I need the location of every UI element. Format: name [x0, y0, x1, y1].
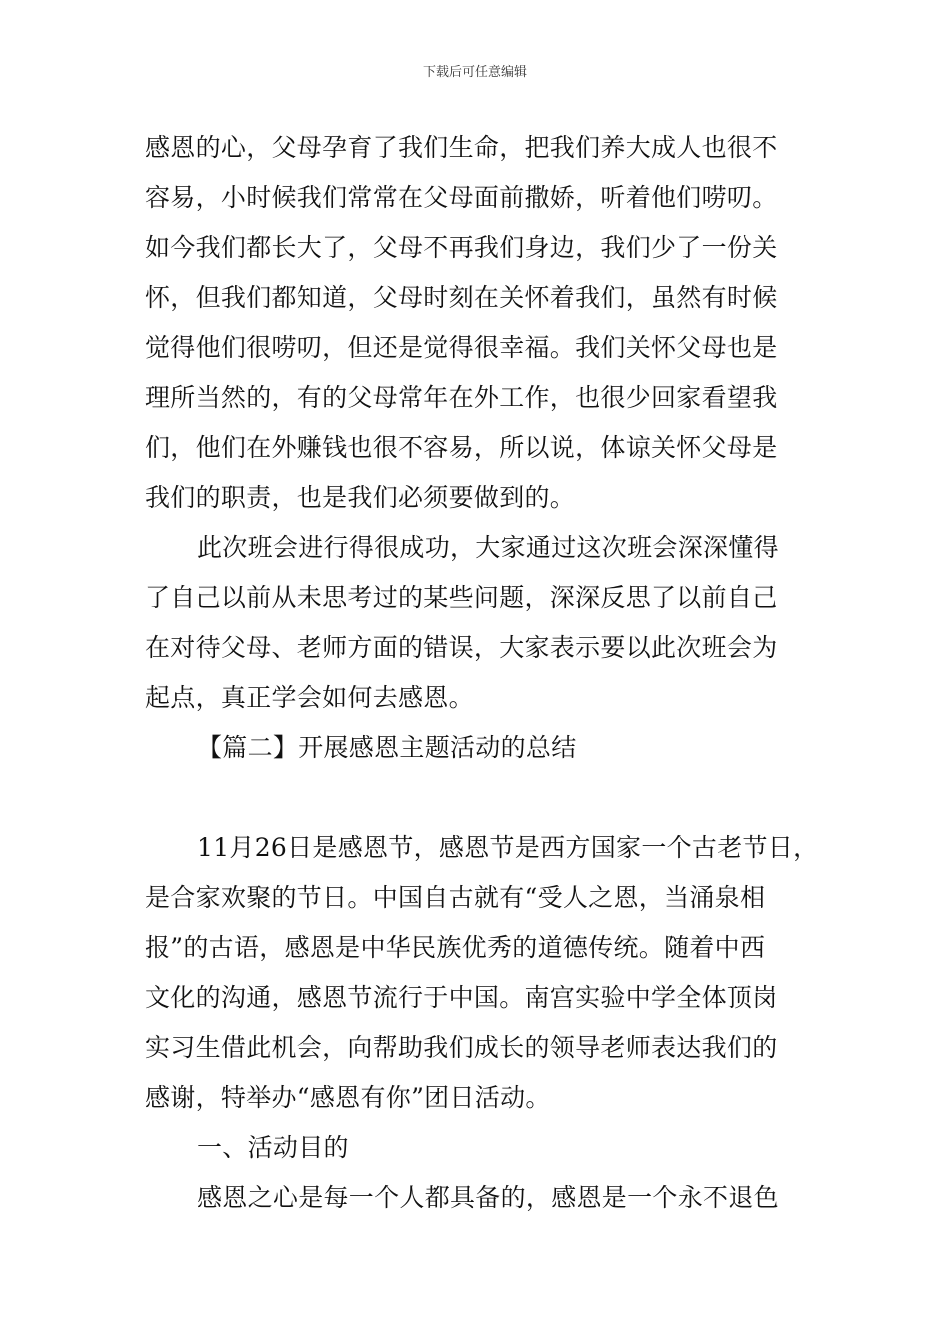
- text-line: 此次班会进行得很成功，大家通过这次班会深深懂得: [197, 533, 779, 562]
- text-line: 觉得他们很唠叨，但还是觉得很幸福。我们关怀父母也是: [145, 333, 778, 362]
- text-line: 起点，真正学会如何去感恩。: [145, 683, 474, 712]
- text-line: 实习生借此机会，向帮助我们成长的领导老师表达我们的: [145, 1033, 778, 1062]
- paragraph-parents-care: [145, 123, 815, 523]
- text-line: 感恩之心是每一个人都具备的，感恩是一个永不退色: [197, 1183, 779, 1212]
- text-line: 文化的沟通，感恩节流行于中国。南宫实验中学全体顶岗: [145, 983, 778, 1012]
- text-line: 怀，但我们都知道，父母时刻在关怀着我们，虽然有时候: [145, 283, 778, 312]
- document-body: [145, 123, 819, 1223]
- text-line: 们，他们在外赚钱也很不容易，所以说，体谅关怀父母是: [145, 433, 778, 462]
- paragraph-class-meeting: [145, 523, 815, 723]
- text-line: 我们的职责，也是我们必须要做到的。: [145, 483, 576, 512]
- text-line: 理所当然的，有的父母常年在外工作，也很少回家看望我: [145, 383, 778, 412]
- text-line: 在对待父母、老师方面的错误，大家表示要以此次班会为: [145, 633, 778, 662]
- page-header: 下载后可任意编辑: [422, 65, 527, 80]
- subheading-activity-purpose: 一、活动目的: [197, 1133, 349, 1162]
- section-title: 【篇二】开展感恩主题活动的总结: [197, 733, 577, 762]
- paragraph-gratitude: [145, 1173, 815, 1223]
- text-line: 感谢，特举办“感恩有你”团日活动。: [145, 1083, 551, 1112]
- text-line: 容易，小时候我们常常在父母面前撒娇，听着他们唠叨。: [145, 183, 778, 212]
- text-line: 是合家欢聚的节日。中国自古就有“受人之恩，当涌泉相: [145, 883, 766, 912]
- text-line: 感恩的心，父母孕育了我们生命，把我们养大成人也很不: [145, 133, 778, 162]
- text-line: 11月26日是感恩节，感恩节是西方国家一个古老节日，: [197, 833, 819, 862]
- text-line: 了自己以前从未思考过的某些问题，深深反思了以前自己: [145, 583, 778, 612]
- text-line: 报”的古语，感恩是中华民族优秀的道德传统。随着中西: [145, 933, 766, 962]
- blank-line: [145, 773, 815, 823]
- text-line: 如今我们都长大了，父母不再我们身边，我们少了一份关: [145, 233, 778, 262]
- paragraph-thanksgiving-intro: [145, 823, 819, 1123]
